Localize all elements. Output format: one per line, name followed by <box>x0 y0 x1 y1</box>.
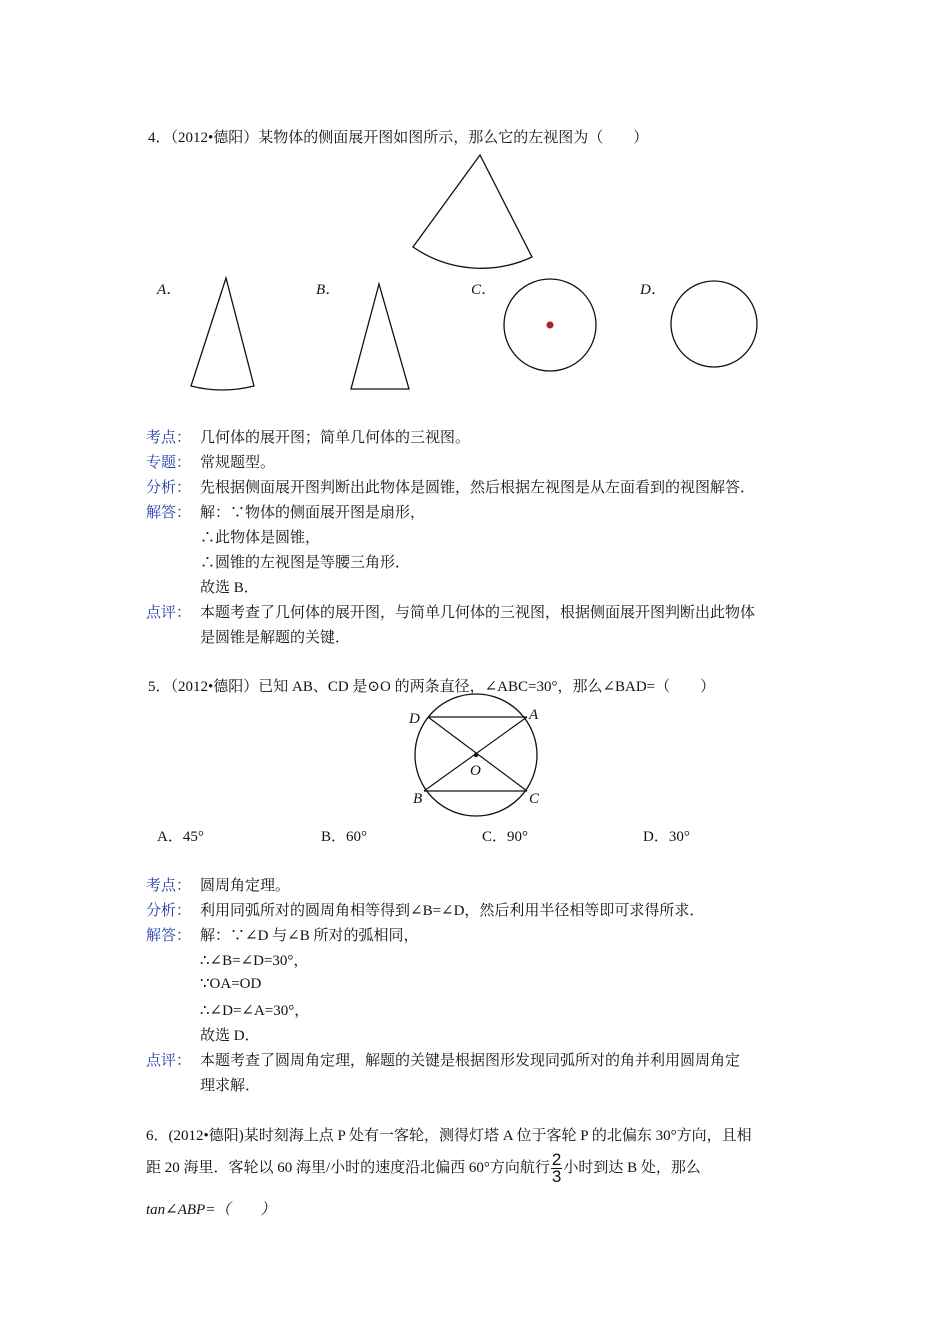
q5-jieda-line: 解：∵∠D 与∠B 所对的弧相同， <box>200 928 419 944</box>
label-a: A <box>529 707 539 723</box>
q5-dianping-label: 点评： <box>146 1053 192 1069</box>
q4-jieda-label: 解答： <box>146 505 192 521</box>
q5-dianping-line: 理求解． <box>200 1078 261 1094</box>
label-c: C <box>529 791 540 807</box>
q4-dianping-label: 点评： <box>146 605 192 621</box>
q6-line2-b: 小时到达 B 处，那么 <box>563 1159 701 1176</box>
q5-dianping-line: 本题考查了圆周角定理，解题的关键是根据图形发现同弧所对的角并利用圆周角定 <box>200 1053 741 1069</box>
q4-kaodian-label: 考点： <box>146 430 192 446</box>
q4-option-d: D． <box>640 282 666 298</box>
q6-line1: 6．(2012•德阳)某时刻海上点 P 处有一客轮，测得灯塔 A 位于客轮 P 的北偏东 30°方向，且相 <box>146 1128 752 1144</box>
q5-option-d: D．30° <box>643 829 690 845</box>
q5-stem: 5．（2012•德阳）已知 AB、CD 是⊙O 的两条直径，∠ABC=30°，那么∠BAD=（ ） <box>148 679 716 695</box>
q4-option-a: A． <box>157 282 182 298</box>
label-o: O <box>470 763 481 779</box>
q4-jieda-line: 故选 B． <box>200 580 259 596</box>
q5-jieda-line: 故选 D． <box>200 1028 260 1044</box>
label-b: B <box>413 791 423 807</box>
q4-dianping-line: 本题考查了几何体的展开图，与简单几何体的三视图，根据侧面展开图判断出此物体 <box>200 605 756 621</box>
q5-jieda-line: ∴∠B=∠D=30°， <box>200 953 309 969</box>
q4-jieda-line: 解：∵物体的侧面展开图是扇形， <box>200 505 426 521</box>
label-d: D <box>409 711 420 727</box>
q4-fenxi-label: 分析： <box>146 480 192 496</box>
q4-stem: 4．（2012•德阳）某物体的侧面展开图如图所示，那么它的左视图为（ ） <box>148 130 649 146</box>
q5-jieda-label: 解答： <box>146 928 192 944</box>
q4-jieda-line: ∴此物体是圆锥， <box>200 530 321 546</box>
q5-jieda-line: ∴∠D=∠A=30°， <box>200 1003 310 1019</box>
q4-zhuanti-label: 专题： <box>146 455 192 471</box>
q6-line2 <box>146 1152 701 1185</box>
q4-dianping-line: 是圆锥是解题的关键． <box>200 630 351 646</box>
q4-zhuanti: 常规题型。 <box>200 455 276 471</box>
q6-line2-a: 距 20 海里．客轮以 60 海里/小时的速度沿北偏西 60°方向航行 <box>146 1159 550 1176</box>
fraction-denominator: 3 <box>551 1167 562 1186</box>
q5-kaodian: 圆周角定理。 <box>200 878 291 894</box>
two-thirds-fraction <box>551 1152 562 1185</box>
q4-jieda-line: ∴圆锥的左视图是等腰三角形． <box>200 555 411 571</box>
q5-option-c: C．90° <box>482 829 529 845</box>
q5-option-b: B．60° <box>321 829 368 845</box>
q5-fenxi-label: 分析： <box>146 903 192 919</box>
q5-fenxi: 利用同弧所对的圆周角相等得到∠B=∠D，然后利用半径相等即可求得所求． <box>200 903 705 919</box>
q4-kaodian: 几何体的展开图；简单几何体的三视图。 <box>200 430 471 446</box>
fraction-numerator: 2 <box>551 1150 562 1169</box>
q4-fenxi: 先根据侧面展开图判断出此物体是圆锥，然后根据左视图是从左面看到的视图解答． <box>200 480 756 496</box>
q4-option-c: C． <box>471 282 497 298</box>
q5-option-a: A．45° <box>157 829 204 845</box>
q6-line3: tan∠ABP=（ ） <box>146 1202 276 1218</box>
q5-kaodian-label: 考点： <box>146 878 192 894</box>
q5-jieda-line: ∵OA=OD <box>200 976 262 992</box>
q4-option-b: B． <box>316 282 341 298</box>
